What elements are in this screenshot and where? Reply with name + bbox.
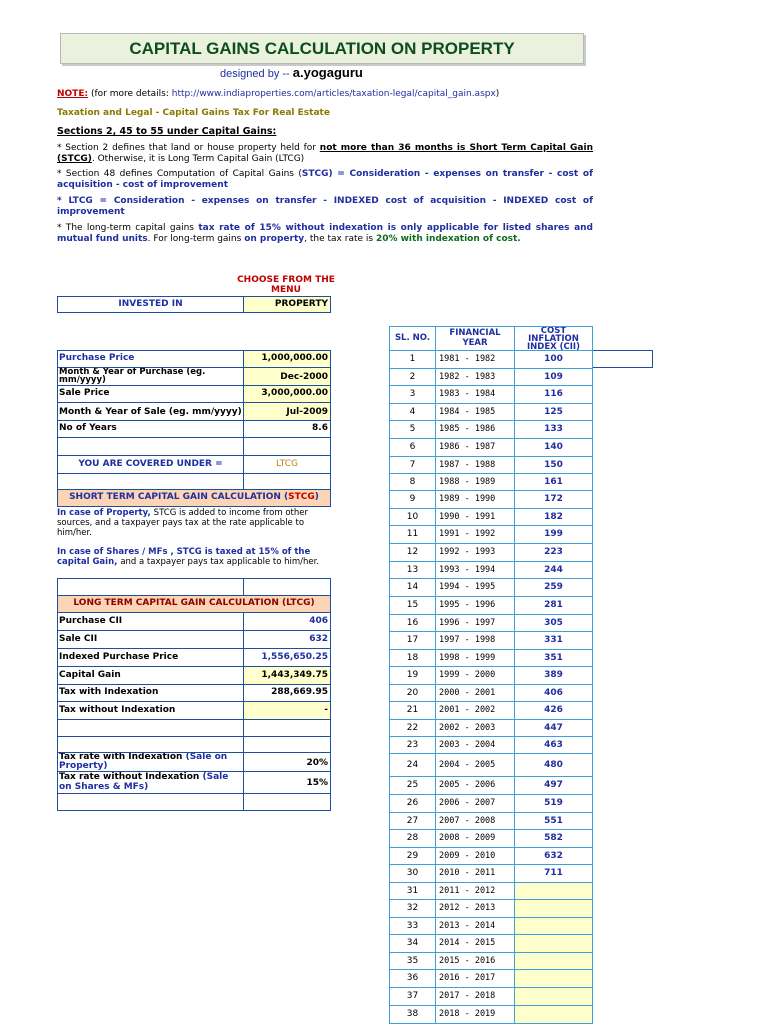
table-row-fy: 2006 - 2007 xyxy=(435,794,515,813)
note-open: ( xyxy=(88,89,95,99)
table-row-cii: 109 xyxy=(514,368,593,386)
table-row-cii: 199 xyxy=(514,525,593,544)
table-row-cii: 172 xyxy=(514,490,593,509)
table-row-cii: 632 xyxy=(514,847,593,865)
table-row-fy: 2014 - 2015 xyxy=(435,934,515,953)
table-row-cii xyxy=(514,934,593,953)
table-row-slno: 6 xyxy=(389,438,436,457)
table-row-fy: 1981 - 1982 xyxy=(435,350,515,369)
rate-without-label-note: (Sale on Shares & MFs) xyxy=(59,772,229,792)
blank-row-cell xyxy=(57,736,244,753)
purchase-cii-value: 406 xyxy=(243,612,331,631)
table-row-fy: 1997 - 1998 xyxy=(435,631,515,650)
para2-formula: STCG) = Consideration - expenses on transfer - cost of acquisition - cost of improvement xyxy=(57,169,593,190)
tax-rate-paragraph xyxy=(57,223,593,245)
sale-cii-label: Sale CII xyxy=(57,630,244,649)
table-header-cii: COST INFLATION INDEX (CII) xyxy=(514,326,593,351)
ltcg-heading-abbr: LTCG xyxy=(286,598,311,608)
table-row-fy: 1991 - 1992 xyxy=(435,525,515,544)
table-row-cii: 519 xyxy=(514,794,593,813)
table-row-cii: 125 xyxy=(514,403,593,421)
capital-gain-value: 1,443,349.75 xyxy=(243,666,331,685)
selected-cell-outline[interactable] xyxy=(592,350,653,368)
table-row-slno: 7 xyxy=(389,456,436,474)
purchase-price-label: Purchase Price xyxy=(57,350,244,368)
table-row-fy: 2001 - 2002 xyxy=(435,701,515,720)
table-row-fy: 2010 - 2011 xyxy=(435,864,515,883)
ltcg-formula-paragraph: * LTCG = Consideration - expenses on transfer - INDEXED cost of acquisition - INDEXED cost of improvement xyxy=(57,196,593,217)
blank-row-cell xyxy=(243,437,331,456)
table-row-fy: 1992 - 1993 xyxy=(435,543,515,562)
table-row-cii xyxy=(514,917,593,935)
table-row-cii: 389 xyxy=(514,666,593,685)
table-row-fy: 2002 - 2003 xyxy=(435,719,515,737)
table-row-slno: 3 xyxy=(389,385,436,404)
stcg-heading xyxy=(57,489,331,507)
table-row-fy: 1984 - 1985 xyxy=(435,403,515,421)
table-row-fy: 2013 - 2014 xyxy=(435,917,515,935)
tax-without-indexation-label: Tax without Indexation xyxy=(57,701,244,720)
para1-tail: . Otherwise, it is Long Term Capital Gain (LTCG) xyxy=(91,154,305,164)
purchase-price-input[interactable]: 1,000,000.00 xyxy=(243,350,331,368)
stcg-heading-text: SHORT TERM CAPITAL GAIN CALCULATION ( xyxy=(69,492,289,502)
table-row-slno: 11 xyxy=(389,525,436,544)
capital-gain-label: Capital Gain xyxy=(57,666,244,685)
table-row-cii: 331 xyxy=(514,631,593,650)
table-row-fy: 1995 - 1996 xyxy=(435,596,515,615)
table-row-slno: 10 xyxy=(389,508,436,526)
table-row-slno: 2 xyxy=(389,368,436,386)
table-row-cii: 133 xyxy=(514,420,593,439)
designed-prefix: designed by -- xyxy=(220,68,290,80)
table-row-slno: 24 xyxy=(389,753,436,777)
years-value: 8.6 xyxy=(243,420,331,438)
blank-row-cell xyxy=(57,473,244,490)
table-row-cii: 182 xyxy=(514,508,593,526)
table-row-fy: 1988 - 1989 xyxy=(435,473,515,491)
table-row-cii: 480 xyxy=(514,753,593,777)
table-row-slno: 32 xyxy=(389,899,436,918)
ltcg-heading-text: LONG TERM CAPITAL GAIN CALCULATION ( xyxy=(73,598,287,608)
table-row-slno: 30 xyxy=(389,864,436,883)
table-row-slno: 12 xyxy=(389,543,436,562)
table-row-slno: 1 xyxy=(389,350,436,369)
ltcg-heading xyxy=(57,595,331,613)
tax-without-indexation-value: - xyxy=(243,701,331,720)
table-row-cii: 223 xyxy=(514,543,593,562)
table-row-cii: 305 xyxy=(514,614,593,632)
stcg-heading-abbr: STCG xyxy=(288,492,315,502)
stcg-p2-lead: In case of Shares / MFs , STCG is taxed at 15% of the capital Gain, xyxy=(57,547,311,567)
table-row-cii xyxy=(514,987,593,1006)
table-row-slno: 29 xyxy=(389,847,436,865)
table-row-fy: 2005 - 2006 xyxy=(435,776,515,795)
note-close: ) xyxy=(495,89,500,99)
blank-row-cell xyxy=(57,578,244,596)
para4-emphasis: tax rate of 15% without indexation is only applicable for listed shares and mutual fund units xyxy=(57,223,593,244)
table-row-slno: 4 xyxy=(389,403,436,421)
table-row-slno: 8 xyxy=(389,473,436,491)
table-row-slno: 14 xyxy=(389,578,436,597)
table-row-cii xyxy=(514,1005,593,1024)
para4-rate-text: , the tax rate is xyxy=(304,234,376,244)
table-row-slno: 5 xyxy=(389,420,436,439)
blank-row-cell xyxy=(243,578,331,596)
blank-row-cell xyxy=(243,793,331,811)
note-line xyxy=(57,89,499,99)
table-row-cii: 447 xyxy=(514,719,593,737)
rate-with-label-text: Tax rate with Indexation xyxy=(59,752,186,762)
table-row-cii: 497 xyxy=(514,776,593,795)
invested-in-select[interactable]: PROPERTY xyxy=(243,296,331,313)
table-row-fy: 1999 - 2000 xyxy=(435,666,515,685)
table-header-slno: SL. NO. xyxy=(389,326,436,351)
table-row-slno: 15 xyxy=(389,596,436,615)
table-row-slno: 25 xyxy=(389,776,436,795)
stcg-p1-lead: In case of Property, xyxy=(57,508,154,518)
years-label: No of Years xyxy=(57,420,244,438)
table-row-fy: 2016 - 2017 xyxy=(435,969,515,988)
purchase-cii-label: Purchase CII xyxy=(57,612,244,631)
table-row-fy: 1989 - 1990 xyxy=(435,490,515,509)
para4-rate: 20% with indexation of cost. xyxy=(375,234,521,244)
table-row-slno: 21 xyxy=(389,701,436,720)
table-row-fy: 1994 - 1995 xyxy=(435,578,515,597)
table-row-fy: 2009 - 2010 xyxy=(435,847,515,865)
table-row-slno: 27 xyxy=(389,812,436,830)
blank-row-cell xyxy=(243,719,331,737)
note-url-link[interactable]: http://www.indiaproperties.com/articles/taxation-legal/capital_gain.aspx xyxy=(171,89,496,99)
table-row-slno: 35 xyxy=(389,952,436,970)
table-row-slno: 33 xyxy=(389,917,436,935)
tax-rate-without-value: 15% xyxy=(243,771,331,794)
table-row-fy: 2017 - 2018 xyxy=(435,987,515,1006)
table-row-fy: 1987 - 1988 xyxy=(435,456,515,474)
table-row-fy: 2018 - 2019 xyxy=(435,1005,515,1024)
table-row-cii xyxy=(514,969,593,988)
purchase-date-input[interactable]: Dec-2000 xyxy=(243,367,331,386)
table-row-slno: 18 xyxy=(389,649,436,667)
indexed-price-value: 1,556,650.25 xyxy=(243,648,331,667)
table-row-cii: 406 xyxy=(514,684,593,702)
table-row-fy: 2012 - 2013 xyxy=(435,899,515,918)
sale-cii-value: 632 xyxy=(243,630,331,649)
sections-heading: Sections 2, 45 to 55 under Capital Gains: xyxy=(57,126,277,137)
para2-text: * Section 48 defines Computation of Capital Gains ( xyxy=(57,169,302,179)
sale-price-input[interactable]: 3,000,000.00 xyxy=(243,385,331,403)
para4-mid: . For long-term gains xyxy=(147,234,245,244)
table-row-slno: 28 xyxy=(389,829,436,848)
stcg-property-note xyxy=(57,508,331,538)
covered-under-value: LTCG xyxy=(243,455,331,474)
blank-row-cell xyxy=(243,473,331,490)
table-row-cii: 244 xyxy=(514,561,593,579)
table-row-fy: 2007 - 2008 xyxy=(435,812,515,830)
table-row-slno: 19 xyxy=(389,666,436,685)
table-row-fy: 1986 - 1987 xyxy=(435,438,515,457)
table-row-slno: 13 xyxy=(389,561,436,579)
table-row-fy: 1985 - 1986 xyxy=(435,420,515,439)
table-row-slno: 26 xyxy=(389,794,436,813)
tax-rate-without-label xyxy=(57,771,244,794)
purchase-date-label: Month & Year of Purchase (eg. mm/yyyy) xyxy=(57,367,244,386)
section48-paragraph xyxy=(57,169,593,191)
designer-credit xyxy=(220,65,363,80)
table-row-slno: 9 xyxy=(389,490,436,509)
table-row-cii: 150 xyxy=(514,456,593,474)
table-row-fy: 1993 - 1994 xyxy=(435,561,515,579)
rate-with-label-note: (Sale on Property) xyxy=(59,752,228,771)
table-row-slno: 31 xyxy=(389,882,436,900)
choose-menu-label: CHOOSE FROM THE MENU xyxy=(237,275,335,295)
note-text: for more details: xyxy=(94,89,172,99)
table-row-cii: 463 xyxy=(514,736,593,754)
sale-date-label: Month & Year of Sale (eg. mm/yyyy) xyxy=(57,402,244,421)
table-row-fy: 1990 - 1991 xyxy=(435,508,515,526)
stcg-p2-text: and a taxpayer pays tax applicable to him/her. xyxy=(120,557,320,567)
table-row-slno: 17 xyxy=(389,631,436,650)
stcg-heading-close: ) xyxy=(314,492,319,502)
tax-with-indexation-label: Tax with Indexation xyxy=(57,684,244,702)
table-row-cii: 259 xyxy=(514,578,593,597)
taxation-heading: Taxation and Legal - Capital Gains Tax For Real Estate xyxy=(57,108,330,118)
covered-under-label: YOU ARE COVERED UNDER = xyxy=(57,455,244,474)
table-row-cii: 582 xyxy=(514,829,593,848)
indexed-price-label: Indexed Purchase Price xyxy=(57,648,244,667)
para1-emphasis: not more than 36 months is Short Term Capital Gain (STCG) xyxy=(57,143,593,164)
blank-row-cell xyxy=(57,437,244,456)
stcg-shares-note xyxy=(57,547,331,567)
para4-property: on property xyxy=(244,234,305,244)
table-row-fy: 2015 - 2016 xyxy=(435,952,515,970)
table-row-fy: 2000 - 2001 xyxy=(435,684,515,702)
blank-row-cell xyxy=(57,793,244,811)
note-label: NOTE: xyxy=(57,89,89,99)
table-header-fy: FINANCIAL YEAR xyxy=(435,326,515,351)
blank-row-cell xyxy=(243,736,331,753)
table-row-slno: 22 xyxy=(389,719,436,737)
table-row-fy: 2008 - 2009 xyxy=(435,829,515,848)
page-title: CAPITAL GAINS CALCULATION ON PROPERTY xyxy=(60,33,584,64)
table-row-fy: 1998 - 1999 xyxy=(435,649,515,667)
section2-paragraph xyxy=(57,143,593,165)
table-row-cii: 116 xyxy=(514,385,593,404)
tax-with-indexation-value: 288,669.95 xyxy=(243,684,331,702)
rate-without-label-text: Tax rate without Indexation xyxy=(59,772,203,782)
table-row-slno: 34 xyxy=(389,934,436,953)
table-row-cii: 426 xyxy=(514,701,593,720)
designer-name: a.yogaguru xyxy=(292,65,363,80)
table-row-cii: 711 xyxy=(514,864,593,883)
stcg-p1-text: STCG is added to income from other sources, and a taxpayer pays tax at the rate applicable to him/her. xyxy=(57,508,308,538)
table-row-fy: 2003 - 2004 xyxy=(435,736,515,754)
table-row-slno: 37 xyxy=(389,987,436,1006)
table-row-fy: 1982 - 1983 xyxy=(435,368,515,386)
sale-price-label: Sale Price xyxy=(57,385,244,403)
para1-text: * Section 2 defines that land or house property held for xyxy=(57,143,320,153)
table-row-cii: 140 xyxy=(514,438,593,457)
sale-date-input[interactable]: Jul-2009 xyxy=(243,402,331,421)
blank-row-cell xyxy=(57,719,244,737)
table-row-fy: 2011 - 2012 xyxy=(435,882,515,900)
table-row-cii xyxy=(514,899,593,918)
invested-in-label: INVESTED IN xyxy=(57,296,244,313)
table-row-cii: 351 xyxy=(514,649,593,667)
table-row-cii xyxy=(514,952,593,970)
table-row-cii xyxy=(514,882,593,900)
table-row-fy: 1996 - 1997 xyxy=(435,614,515,632)
table-row-cii: 551 xyxy=(514,812,593,830)
table-row-fy: 2004 - 2005 xyxy=(435,753,515,777)
table-row-fy: 1983 - 1984 xyxy=(435,385,515,404)
ltcg-heading-close: ) xyxy=(310,598,315,608)
para4-text: * The long-term capital gains xyxy=(57,223,199,233)
table-row-slno: 38 xyxy=(389,1005,436,1024)
table-row-slno: 16 xyxy=(389,614,436,632)
table-row-slno: 23 xyxy=(389,736,436,754)
tax-rate-with-label xyxy=(57,752,244,772)
table-row-slno: 20 xyxy=(389,684,436,702)
table-row-cii: 100 xyxy=(514,350,593,369)
table-row-cii: 281 xyxy=(514,596,593,615)
table-row-slno: 36 xyxy=(389,969,436,988)
tax-rate-with-value: 20% xyxy=(243,752,331,772)
table-row-cii: 161 xyxy=(514,473,593,491)
